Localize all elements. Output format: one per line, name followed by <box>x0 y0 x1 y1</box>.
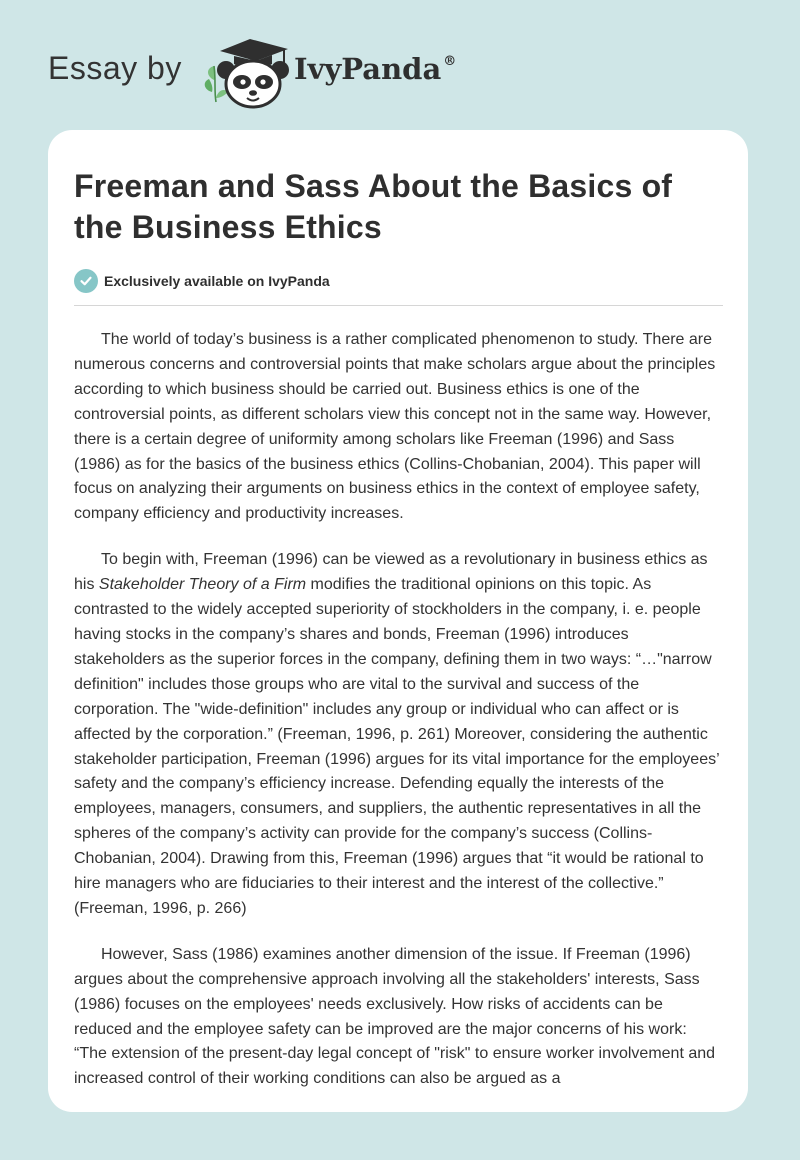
exclusive-badge <box>74 268 723 294</box>
panda-logo-icon[interactable] <box>200 36 292 110</box>
paragraph: However, Sass (1986) examines another dimension of the issue. If Freeman (1996) argues about the comprehensive approach involving all the stakeholders' interests, Sass (1986) focuses on the employees' needs exclusively. How risks of accidents can be reduced and the employee safety can be improved are the major concerns of his work: “The extension of the present-day legal concept of "risk" to ensure worker involvement and increased control of their working conditions can also be argued as a <box>74 945 716 1088</box>
brand-prefix: Essay by <box>48 50 182 86</box>
site-header <box>0 0 800 125</box>
paragraph <box>74 548 723 922</box>
divider <box>74 305 723 306</box>
paragraph-text: modifies the traditional opinions on this topic. As contrasted to the widely accepted superiority of stockholders in the company, i. e. people having stocks in the company’s shares and bonds, Freeman (1996) introduces stakeholders as the superior forces in the company, defining them in two ways: “…"narrow definition" includes those groups who are vital to the survival and success of the corporation. The "wide-definition" includes any group or individual who can affect or is affected by the corporation.” (Freeman, 1996, p. 261) Moreover, considering the authentic stakeholder participation, Freeman (1996) argues for its vital importance for the employees’ safety and the company’s efficiency increase. Defending equally the interests of the employees, managers, consumers, and suppliers, the authentic representatives in all the spheres of the company’s activity can provide for the company’s success (Collins-Chobanian, 2004). Drawing from this, Freeman (1996) argues that “it would be rational to hire managers who are fiduciaries to their interest and the interest of the collective.” (Freeman, 1996, p. 266) <box>74 576 720 917</box>
brand-name[interactable] <box>294 52 456 86</box>
book-title: Stakeholder Theory of a Firm <box>98 576 307 594</box>
page-title: Freeman and Sass About the Basics of the Business Ethics <box>74 168 673 245</box>
brand-name-text: IvyPanda <box>294 52 442 86</box>
paragraph-text: To begin with, Freeman (1996) can be viewed as a revolutionary in business ethics as his <box>74 551 708 594</box>
registered-mark: ® <box>443 54 457 69</box>
paragraph: The world of today’s business is a rather complicated phenomenon to study. There are numerous concerns and controversial points that make scholars argue about the principles according to which business should be carried out. Business ethics is one of the controversial points, as different scholars view this concept not in the same way. However, there is a certain degree of uniformity among scholars like Freeman (1996) and Sass (1986) as for the basics of the business ethics (Collins-Chobanian, 2004). This paper will focus on analyzing their arguments on business ethics in the context of employee safety, company efficiency and productivity increases. <box>74 331 716 523</box>
exclusive-label: Exclusively available on IvyPanda <box>104 273 330 289</box>
essay-card <box>48 130 748 1112</box>
essay-body <box>74 328 723 1092</box>
check-icon <box>74 269 98 293</box>
